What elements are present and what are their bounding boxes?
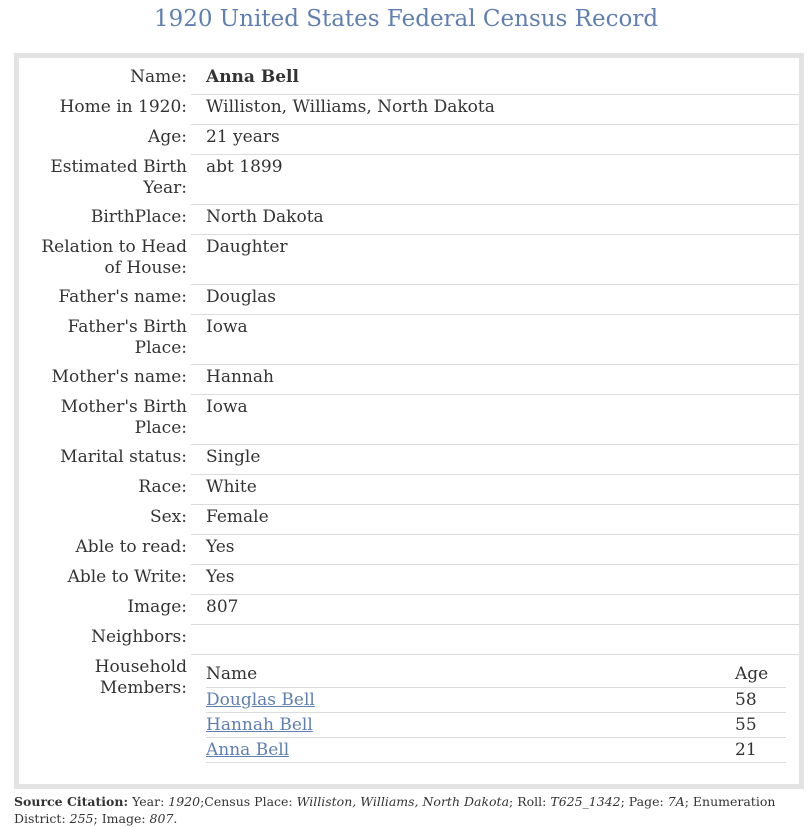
- field-label: Home in 1920:: [59, 97, 187, 117]
- field-label-line: Year:: [143, 178, 187, 198]
- field-label: Sex:: [149, 507, 187, 527]
- field-value: North Dakota: [206, 207, 324, 227]
- field-label: [19, 397, 187, 439]
- row-divider: [191, 124, 799, 125]
- row-divider: [191, 444, 799, 445]
- row-divider: [191, 564, 799, 565]
- field-label-line: Mother's Birth: [60, 397, 187, 417]
- field-value: Anna Bell: [206, 67, 299, 87]
- field-label: [19, 157, 187, 199]
- citation-roll-label: ; Roll:: [509, 794, 547, 809]
- row-divider: [191, 474, 799, 475]
- field-value: Yes: [206, 537, 235, 557]
- field-value: Williston, Williams, North Dakota: [206, 97, 495, 117]
- row-divider: [206, 737, 786, 738]
- field-value: White: [206, 477, 257, 497]
- row-divider: [191, 654, 799, 655]
- citation-end: .: [173, 811, 178, 826]
- row-divider: [191, 594, 799, 595]
- row-divider: [206, 687, 786, 688]
- row-divider: [191, 534, 799, 535]
- citation-district-label: ; Enumeration District:: [14, 794, 776, 826]
- field-label: Marital status:: [60, 447, 187, 467]
- field-label: [19, 317, 187, 359]
- row-divider: [191, 624, 799, 625]
- field-value: Douglas: [206, 287, 276, 307]
- citation-page: 7A: [667, 794, 685, 809]
- citation-place: Williston, Williams, North Dakota: [296, 794, 510, 809]
- field-label: Mother's name:: [51, 367, 187, 387]
- field-value: Yes: [206, 567, 235, 587]
- row-divider: [191, 364, 799, 365]
- field-label: [19, 237, 187, 279]
- citation-label: Source Citation:: [14, 794, 129, 809]
- field-value: Female: [206, 507, 269, 527]
- field-label: Able to Write:: [67, 567, 187, 587]
- row-divider: [191, 94, 799, 95]
- row-divider: [191, 504, 799, 505]
- field-label: Neighbors:: [91, 627, 187, 647]
- field-value: Single: [206, 447, 261, 467]
- field-label-line: Household: [94, 657, 187, 677]
- citation-image: 807: [149, 811, 174, 826]
- field-value: 21 years: [206, 127, 280, 147]
- field-label-line: Father's Birth: [67, 317, 187, 337]
- field-label: Father's name:: [58, 287, 187, 307]
- field-label-line: Relation to Head: [41, 237, 187, 257]
- row-divider: [206, 762, 786, 763]
- field-value: Hannah: [206, 367, 274, 387]
- field-label-line: Place:: [134, 338, 187, 358]
- field-value: abt 1899: [206, 157, 283, 177]
- household-member-age: 58: [735, 690, 757, 710]
- field-label-line: Members:: [99, 678, 187, 698]
- page-title: 1920 United States Federal Census Record: [153, 6, 659, 32]
- row-divider: [191, 394, 799, 395]
- field-label: BirthPlace:: [90, 207, 187, 227]
- citation-year-label: Year:: [132, 794, 165, 809]
- row-divider: [206, 712, 786, 713]
- citation-year: 1920: [168, 794, 201, 809]
- field-label: [19, 657, 187, 699]
- field-value: Iowa: [206, 317, 248, 337]
- field-label: Image:: [127, 597, 187, 617]
- citation-image-label: ; Image:: [93, 811, 146, 826]
- field-value: Daughter: [206, 237, 288, 257]
- household-member-age: 21: [735, 740, 757, 760]
- citation-roll: T625_1342: [550, 794, 621, 809]
- field-label-line: of House:: [104, 258, 187, 278]
- household-member-link[interactable]: Hannah Bell: [206, 715, 313, 735]
- citation-page-label: ; Page:: [620, 794, 664, 809]
- field-label: Able to read:: [75, 537, 187, 557]
- household-member-link[interactable]: Anna Bell: [206, 740, 290, 760]
- household-member-age: 55: [735, 715, 757, 735]
- field-label: Age:: [148, 127, 187, 147]
- household-name-header: Name: [206, 664, 258, 684]
- field-value: Iowa: [206, 397, 248, 417]
- citation-district: 255: [69, 811, 94, 826]
- row-divider: [191, 154, 799, 155]
- row-divider: [191, 204, 799, 205]
- field-label: Race:: [138, 477, 187, 497]
- household-member-link[interactable]: Douglas Bell: [206, 690, 315, 710]
- record-frame: [14, 53, 804, 789]
- field-label: Name:: [130, 67, 187, 87]
- field-label-line: Estimated Birth: [50, 157, 187, 177]
- household-age-header: Age: [735, 664, 769, 684]
- row-divider: [191, 314, 799, 315]
- row-divider: [191, 234, 799, 235]
- row-divider: [191, 284, 799, 285]
- field-label-line: Place:: [134, 418, 187, 438]
- citation-place-label: ;Census Place:: [200, 794, 293, 809]
- source-citation: [14, 793, 804, 827]
- field-value: 807: [206, 597, 239, 617]
